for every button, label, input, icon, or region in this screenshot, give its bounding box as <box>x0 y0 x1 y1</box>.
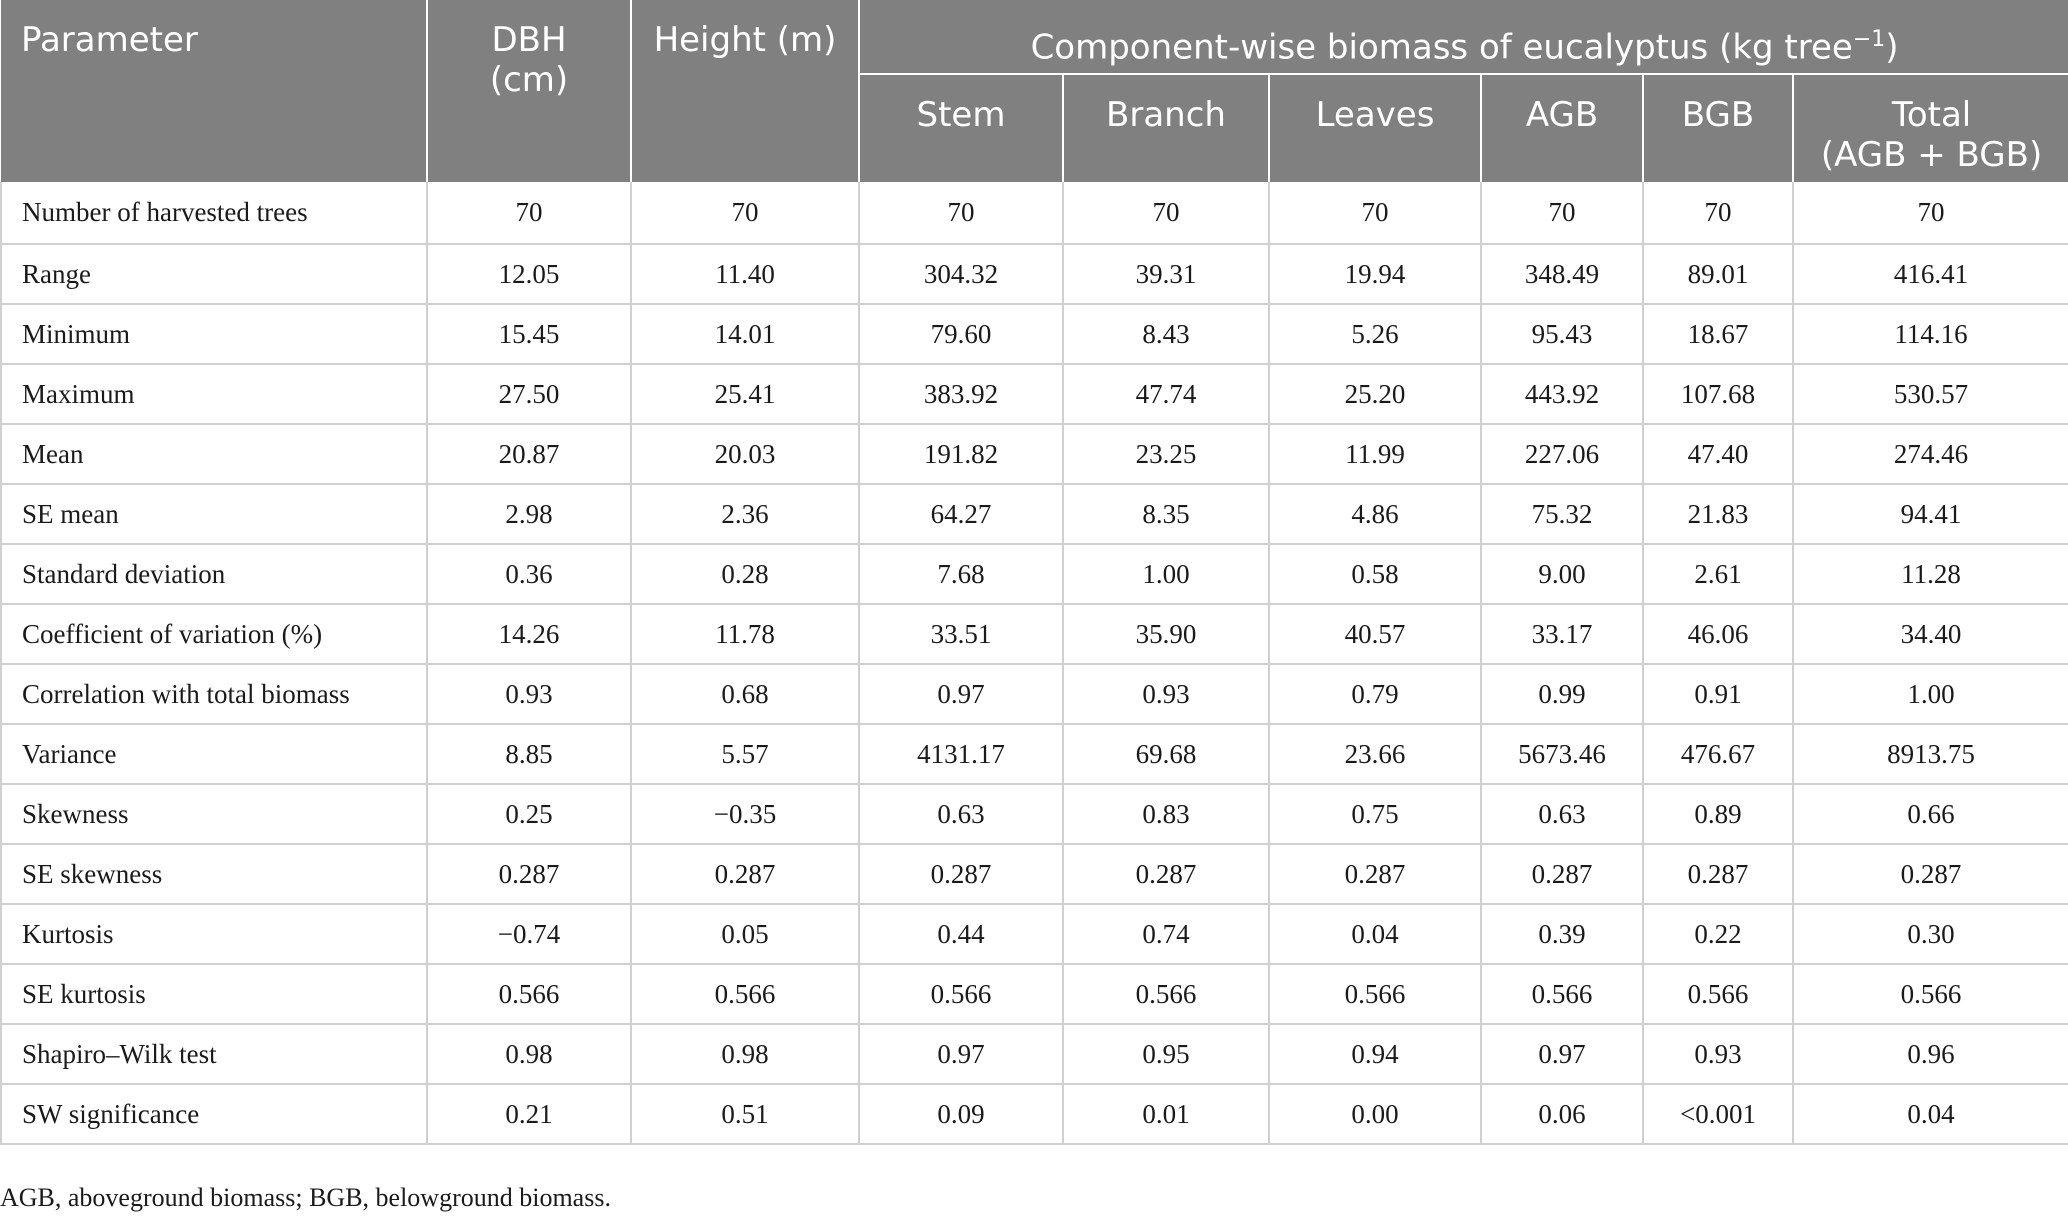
table-row <box>1 904 2068 964</box>
header-dbh-line2: (cm) <box>489 60 569 100</box>
cell-branch: 8.35 <box>1063 484 1269 544</box>
cell-total: 11.28 <box>1793 544 2068 604</box>
cell-stem: 304.32 <box>859 244 1063 304</box>
cell-stem: 33.51 <box>859 604 1063 664</box>
cell-parameter: Skewness <box>1 784 427 844</box>
table-row <box>1 424 2068 484</box>
header-dbh-line1: DBH <box>491 20 567 60</box>
header-parameter: Parameter <box>1 0 427 182</box>
cell-stem: 64.27 <box>859 484 1063 544</box>
cell-bgb: 47.40 <box>1643 424 1793 484</box>
cell-bgb: 0.22 <box>1643 904 1793 964</box>
cell-leaves: 5.26 <box>1269 304 1481 364</box>
cell-branch: 39.31 <box>1063 244 1269 304</box>
cell-stem: 4131.17 <box>859 724 1063 784</box>
header-total-line1: Total <box>1891 95 1972 135</box>
cell-height: 20.03 <box>631 424 859 484</box>
cell-stem: 0.63 <box>859 784 1063 844</box>
header-stem: Stem <box>859 74 1063 182</box>
cell-parameter: Range <box>1 244 427 304</box>
cell-leaves: 70 <box>1269 182 1481 244</box>
header-branch: Branch <box>1063 74 1269 182</box>
cell-total: 70 <box>1793 182 2068 244</box>
cell-total: 0.287 <box>1793 844 2068 904</box>
cell-leaves: 0.94 <box>1269 1024 1481 1084</box>
cell-branch: 70 <box>1063 182 1269 244</box>
cell-agb: 443.92 <box>1481 364 1643 424</box>
cell-branch: 0.566 <box>1063 964 1269 1024</box>
cell-total: 0.566 <box>1793 964 2068 1024</box>
cell-bgb: 0.89 <box>1643 784 1793 844</box>
table-row <box>1 1024 2068 1084</box>
cell-dbh: 0.36 <box>427 544 631 604</box>
cell-agb: 227.06 <box>1481 424 1643 484</box>
cell-dbh: 14.26 <box>427 604 631 664</box>
cell-height: 0.287 <box>631 844 859 904</box>
cell-bgb: 21.83 <box>1643 484 1793 544</box>
cell-branch: 8.43 <box>1063 304 1269 364</box>
table-row <box>1 664 2068 724</box>
cell-agb: 0.39 <box>1481 904 1643 964</box>
cell-parameter: Maximum <box>1 364 427 424</box>
cell-parameter: Correlation with total biomass <box>1 664 427 724</box>
cell-bgb: <0.001 <box>1643 1084 1793 1144</box>
table-header <box>1 0 2068 182</box>
cell-height: 0.28 <box>631 544 859 604</box>
cell-bgb: 0.566 <box>1643 964 1793 1024</box>
cell-total: 34.40 <box>1793 604 2068 664</box>
cell-parameter: Minimum <box>1 304 427 364</box>
cell-bgb: 2.61 <box>1643 544 1793 604</box>
cell-height: 0.98 <box>631 1024 859 1084</box>
header-group-title: Component-wise biomass of eucalyptus (kg tree <box>1030 27 1853 68</box>
cell-leaves: 0.566 <box>1269 964 1481 1024</box>
table-row <box>1 784 2068 844</box>
cell-dbh: 12.05 <box>427 244 631 304</box>
cell-height: 5.57 <box>631 724 859 784</box>
cell-height: 0.68 <box>631 664 859 724</box>
table-row <box>1 182 2068 244</box>
cell-agb: 348.49 <box>1481 244 1643 304</box>
cell-agb: 0.287 <box>1481 844 1643 904</box>
cell-parameter: Kurtosis <box>1 904 427 964</box>
table-row <box>1 1084 2068 1144</box>
cell-branch: 35.90 <box>1063 604 1269 664</box>
cell-dbh: 0.93 <box>427 664 631 724</box>
cell-leaves: 40.57 <box>1269 604 1481 664</box>
cell-height: 14.01 <box>631 304 859 364</box>
header-bgb: BGB <box>1643 74 1793 182</box>
cell-dbh: 0.287 <box>427 844 631 904</box>
cell-stem: 70 <box>859 182 1063 244</box>
cell-total: 530.57 <box>1793 364 2068 424</box>
cell-leaves: 0.75 <box>1269 784 1481 844</box>
header-group-sup: −1 <box>1852 27 1886 52</box>
cell-total: 274.46 <box>1793 424 2068 484</box>
cell-branch: 0.287 <box>1063 844 1269 904</box>
cell-stem: 0.09 <box>859 1084 1063 1144</box>
cell-height: −0.35 <box>631 784 859 844</box>
cell-total: 0.04 <box>1793 1084 2068 1144</box>
cell-branch: 23.25 <box>1063 424 1269 484</box>
header-dbh <box>427 0 631 182</box>
cell-agb: 0.566 <box>1481 964 1643 1024</box>
table-row <box>1 844 2068 904</box>
cell-leaves: 4.86 <box>1269 484 1481 544</box>
cell-stem: 0.44 <box>859 904 1063 964</box>
cell-parameter: Mean <box>1 424 427 484</box>
cell-stem: 0.97 <box>859 1024 1063 1084</box>
cell-parameter: Coefficient of variation (%) <box>1 604 427 664</box>
cell-agb: 33.17 <box>1481 604 1643 664</box>
cell-total: 94.41 <box>1793 484 2068 544</box>
cell-dbh: 2.98 <box>427 484 631 544</box>
table-footnote: AGB, aboveground biomass; BGB, belowground biomass. <box>0 1183 611 1212</box>
header-total <box>1793 74 2068 182</box>
table-row <box>1 544 2068 604</box>
cell-agb: 0.63 <box>1481 784 1643 844</box>
cell-leaves: 0.00 <box>1269 1084 1481 1144</box>
cell-total: 0.30 <box>1793 904 2068 964</box>
cell-dbh: 27.50 <box>427 364 631 424</box>
cell-branch: 0.93 <box>1063 664 1269 724</box>
cell-branch: 69.68 <box>1063 724 1269 784</box>
cell-parameter: Variance <box>1 724 427 784</box>
cell-dbh: 8.85 <box>427 724 631 784</box>
cell-total: 0.96 <box>1793 1024 2068 1084</box>
cell-parameter: Number of harvested trees <box>1 182 427 244</box>
cell-bgb: 0.91 <box>1643 664 1793 724</box>
cell-leaves: 25.20 <box>1269 364 1481 424</box>
cell-leaves: 0.04 <box>1269 904 1481 964</box>
cell-parameter: SE mean <box>1 484 427 544</box>
cell-height: 0.566 <box>631 964 859 1024</box>
cell-parameter: SE kurtosis <box>1 964 427 1024</box>
header-agb: AGB <box>1481 74 1643 182</box>
cell-height: 0.51 <box>631 1084 859 1144</box>
cell-stem: 0.287 <box>859 844 1063 904</box>
cell-total: 114.16 <box>1793 304 2068 364</box>
cell-parameter: SW significance <box>1 1084 427 1144</box>
cell-leaves: 0.58 <box>1269 544 1481 604</box>
cell-agb: 0.97 <box>1481 1024 1643 1084</box>
cell-bgb: 89.01 <box>1643 244 1793 304</box>
cell-bgb: 70 <box>1643 182 1793 244</box>
cell-branch: 47.74 <box>1063 364 1269 424</box>
table-row <box>1 244 2068 304</box>
cell-height: 2.36 <box>631 484 859 544</box>
table-row <box>1 304 2068 364</box>
cell-branch: 0.74 <box>1063 904 1269 964</box>
cell-stem: 79.60 <box>859 304 1063 364</box>
cell-parameter: Shapiro–Wilk test <box>1 1024 427 1084</box>
cell-agb: 95.43 <box>1481 304 1643 364</box>
cell-height: 70 <box>631 182 859 244</box>
header-leaves: Leaves <box>1269 74 1481 182</box>
cell-branch: 0.01 <box>1063 1084 1269 1144</box>
table-body <box>1 182 2068 1144</box>
cell-agb: 0.06 <box>1481 1084 1643 1144</box>
cell-stem: 0.566 <box>859 964 1063 1024</box>
table-row <box>1 604 2068 664</box>
cell-leaves: 11.99 <box>1269 424 1481 484</box>
cell-leaves: 19.94 <box>1269 244 1481 304</box>
cell-dbh: 70 <box>427 182 631 244</box>
cell-height: 0.05 <box>631 904 859 964</box>
cell-agb: 5673.46 <box>1481 724 1643 784</box>
table-row <box>1 964 2068 1024</box>
cell-leaves: 0.79 <box>1269 664 1481 724</box>
cell-dbh: 0.566 <box>427 964 631 1024</box>
header-height: Height (m) <box>631 0 859 182</box>
cell-agb: 75.32 <box>1481 484 1643 544</box>
header-group-close: ) <box>1885 27 1899 68</box>
cell-agb: 9.00 <box>1481 544 1643 604</box>
cell-branch: 0.95 <box>1063 1024 1269 1084</box>
cell-leaves: 0.287 <box>1269 844 1481 904</box>
cell-dbh: 20.87 <box>427 424 631 484</box>
table-row <box>1 484 2068 544</box>
cell-total: 416.41 <box>1793 244 2068 304</box>
cell-agb: 70 <box>1481 182 1643 244</box>
cell-bgb: 107.68 <box>1643 364 1793 424</box>
cell-stem: 191.82 <box>859 424 1063 484</box>
cell-total: 1.00 <box>1793 664 2068 724</box>
cell-total: 0.66 <box>1793 784 2068 844</box>
cell-dbh: 0.21 <box>427 1084 631 1144</box>
cell-dbh: 0.25 <box>427 784 631 844</box>
cell-dbh: 15.45 <box>427 304 631 364</box>
cell-bgb: 476.67 <box>1643 724 1793 784</box>
cell-stem: 0.97 <box>859 664 1063 724</box>
cell-branch: 1.00 <box>1063 544 1269 604</box>
header-total-line2: (AGB + BGB) <box>1820 135 2043 175</box>
cell-stem: 383.92 <box>859 364 1063 424</box>
cell-parameter: SE skewness <box>1 844 427 904</box>
cell-height: 11.40 <box>631 244 859 304</box>
cell-dbh: 0.98 <box>427 1024 631 1084</box>
cell-branch: 0.83 <box>1063 784 1269 844</box>
cell-parameter: Standard deviation <box>1 544 427 604</box>
cell-total: 8913.75 <box>1793 724 2068 784</box>
cell-agb: 0.99 <box>1481 664 1643 724</box>
cell-bgb: 0.93 <box>1643 1024 1793 1084</box>
cell-bgb: 46.06 <box>1643 604 1793 664</box>
table-row <box>1 724 2068 784</box>
cell-height: 11.78 <box>631 604 859 664</box>
cell-height: 25.41 <box>631 364 859 424</box>
cell-bgb: 0.287 <box>1643 844 1793 904</box>
header-component-group <box>859 0 2068 74</box>
cell-bgb: 18.67 <box>1643 304 1793 364</box>
cell-leaves: 23.66 <box>1269 724 1481 784</box>
cell-stem: 7.68 <box>859 544 1063 604</box>
table-row <box>1 364 2068 424</box>
cell-dbh: −0.74 <box>427 904 631 964</box>
